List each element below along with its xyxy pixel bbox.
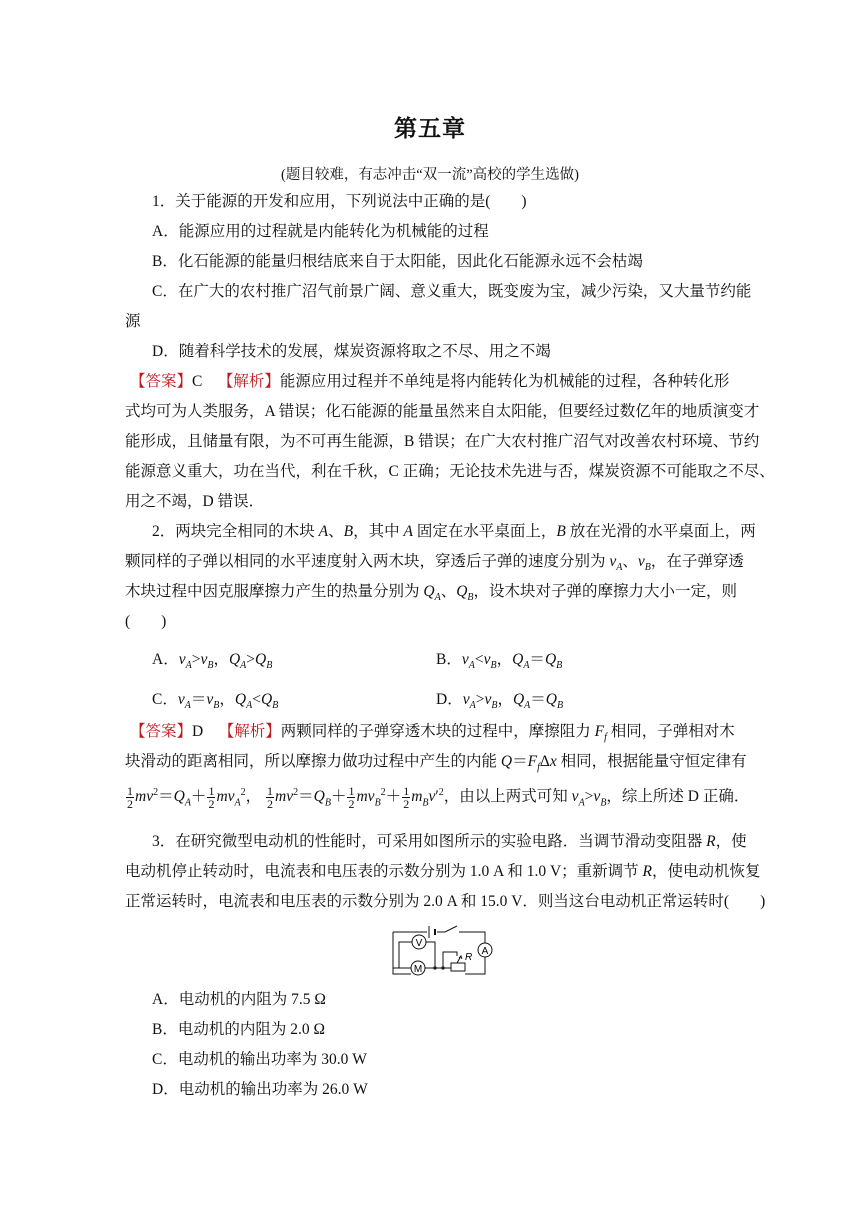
q2-stem-line3: 木块过程中因克服摩擦力产生的热量分别为 $Q_A$、$Q_B$，设木块对子弹的摩擦力大小一定，则 xyxy=(125,583,738,604)
q2-answer-tag: 【答案】 xyxy=(130,723,193,740)
q3-stem-line1: 3．在研究微型电动机的性能时，可采用如图所示的实验电路．当调节滑动变阻器 R，使 xyxy=(152,833,747,850)
q1-analysis-line3: 能形成，且储量有限，为不可再生能源，B 错误；在广大农村推广沼气对改善农村环境、节约 xyxy=(125,433,760,450)
q2-analysis-line1: 【答案】D 【解析】两颗同样的子弹穿透木块的过程中，摩擦阻力 $F_f$ 相同，子弹相对木 xyxy=(130,723,735,744)
q1-answer-tag: 【答案】 xyxy=(130,373,193,390)
q2-stem-line2: 颗同样的子弹以相同的水平速度射入两木块，穿透后子弹的速度分别为 $v_A$、$v_B$，在子弹穿透 xyxy=(125,553,744,574)
q2-answer: D xyxy=(192,723,204,740)
q2-option-c: C．$v_A=v_B$，$Q_A<Q_B$ xyxy=(152,691,279,712)
q3-stem-line2: 电动机停止转动时，电流表和电压表的示数分别为 1.0 A 和 1.0 V；重新调节 R，使电动机恢复 xyxy=(125,863,761,880)
q1-analysis-tag: 【解析】 xyxy=(217,373,280,390)
voltmeter-label: V xyxy=(415,938,423,949)
chapter-title: 第五章 xyxy=(394,116,466,142)
q1-option-c-line2: 源 xyxy=(125,313,141,330)
chapter-subtitle: (题目较难，有志冲击“双一流”高校的学生选做) xyxy=(280,167,580,183)
fraction-half: $\frac{1}{2}$ xyxy=(127,784,133,812)
q2-analysis-line2: 块滑动的距离相同，所以摩擦力做功过程中产生的内能 $Q=F_f\Delta x$ 相同，根据能量守恒定律有 xyxy=(125,753,747,774)
q2-stem-line1: 2．两块完全相同的木块 A、B，其中 A 固定在水平桌面上，B 放在光滑的水平桌面上，两 xyxy=(152,523,756,540)
q2-option-a: A．$v_A>v_B$，$Q_A>Q_B$ xyxy=(152,651,273,672)
rheostat-label: R xyxy=(465,952,473,963)
q1-analysis-line5: 用之不竭，D 错误． xyxy=(125,493,265,510)
circuit-diagram xyxy=(385,922,505,982)
q2-option-d: D．$v_A>v_B$，$Q_A=Q_B$ xyxy=(436,691,564,712)
q2-analysis-tag: 【解析】 xyxy=(218,723,281,740)
motor-label: M xyxy=(413,964,423,975)
q1-analysis-line4: 能源意义重大，功在当代，利在千秋，C 正确；无论技术先进与否，煤炭资源不可能取之不尽、 xyxy=(125,463,775,480)
q2-stem-line4: ( ) xyxy=(125,613,167,630)
q1-option-c-line1: C．在广大的农村推广沼气前景广阔、意义重大，既变废为宝，减少污染，又大量节约能 xyxy=(152,283,752,300)
q3-option-a: A．电动机的内阻为 7.5 Ω xyxy=(152,991,326,1008)
q1-option-d: D．随着科学技术的发展，煤炭资源将取之不尽、用之不竭 xyxy=(152,343,551,360)
q3-option-c: C．电动机的输出功率为 30.0 W xyxy=(152,1051,367,1068)
q1-analysis-line1: 【答案】C 【解析】能源应用过程并不单纯是将内能转化为机械能的过程，各种转化形 xyxy=(130,373,730,390)
q3-option-b: B．电动机的内阻为 2.0 Ω xyxy=(152,1021,325,1038)
q2-option-b: B．$v_A<v_B$，$Q_A=Q_B$ xyxy=(436,651,563,672)
q1-stem: 1．关于能源的开发和应用，下列说法中正确的是( ) xyxy=(152,193,527,210)
ammeter-label: A xyxy=(481,946,489,957)
q1-option-a: A．能源应用的过程就是内能转化为机械能的过程 xyxy=(152,223,489,240)
q2-analysis-line3: $\frac{1}{2}$ $mv^2=Q_A+$ $\frac{1}{2}$ $mv_A^2$， $\frac{1}{2}$ $mv^2=Q_B+$ $\frac{1}{2}$ $mv_B^2+$ $\frac{1}{2}$ $m_Bv'^2$，由以上两式可知 $v_A>v_B$，综上所述 D 正确． xyxy=(127,784,750,812)
q3-option-d: D．电动机的输出功率为 26.0 W xyxy=(152,1081,368,1098)
q1-analysis-line2: 式均可为人类服务，A 错误；化石能源的能量虽然来自太阳能，但要经过数亿年的地质演变才 xyxy=(125,403,760,420)
q1-answer: C xyxy=(192,373,203,390)
q1-option-b: B．化石能源的能量归根结底来自于太阳能，因此化石能源永远不会枯竭 xyxy=(152,253,643,270)
q3-stem-line3: 正常运转时，电流表和电压表的示数分别为 2.0 A 和 15.0 V．则当这台电动机正常运转时( ) xyxy=(125,893,766,910)
